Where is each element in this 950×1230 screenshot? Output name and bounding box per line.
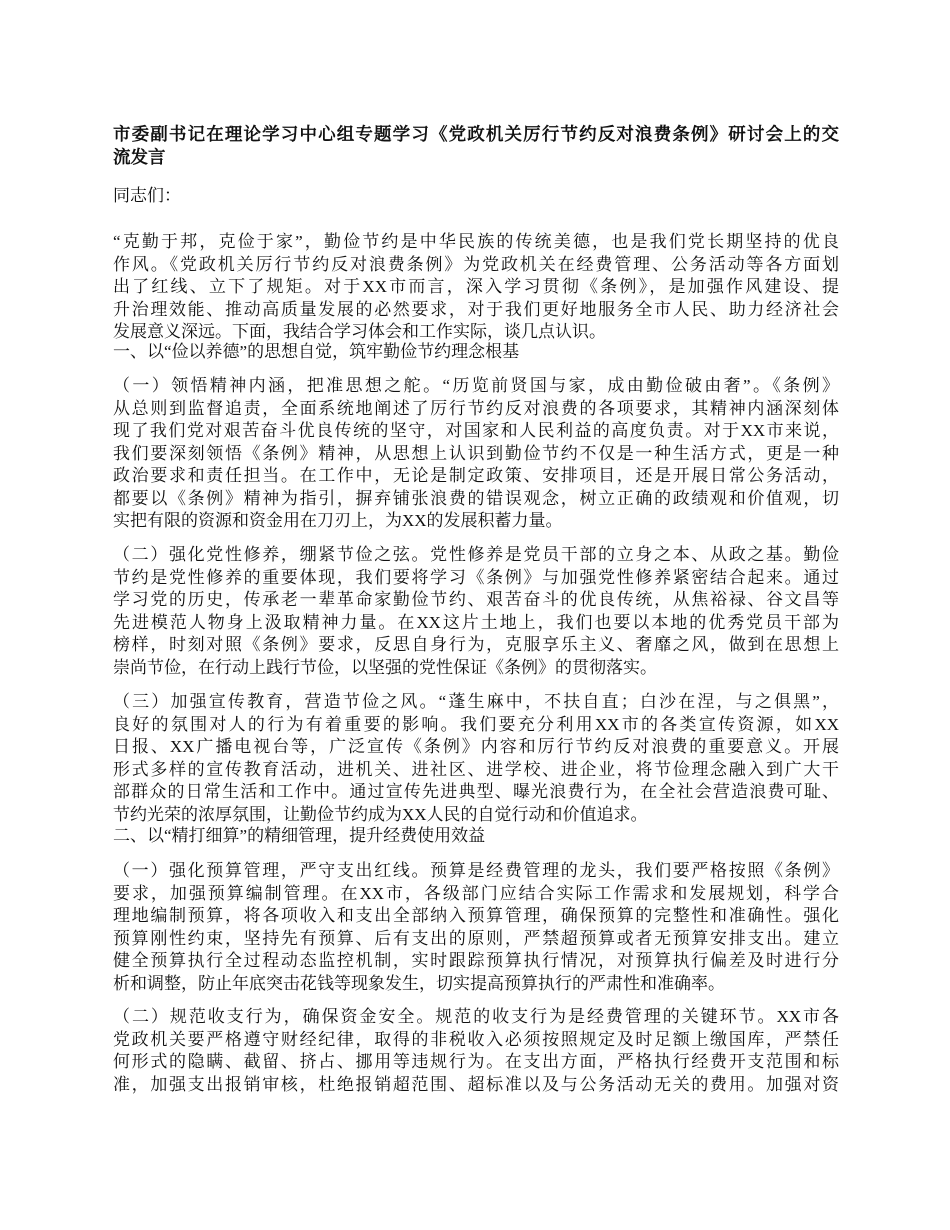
text-line: 节约光荣的浓厚氛围，让勤俭节约成为XX人民的自觉行动和价值追求。 <box>113 804 648 824</box>
text-line: 日报、XX广播电视台等，广泛宣传《条例》内容和厉行节约反对浪费的重要意义。开展 <box>113 737 839 756</box>
document-title <box>113 123 839 169</box>
text-line: 政治要求和责任担当。在工作中，无论是制定政策、安排项目，还是开展日常公务活动， <box>113 466 839 485</box>
text-line: 都要以《条例》精神为指引，摒弃铺张浪费的错误观念，树立正确的政绩观和价值观，切 <box>113 488 839 508</box>
text-line: 健全预算执行全过程动态监控机制，实时跟踪预算执行情况，对预算执行偏差及时进行分 <box>113 951 839 970</box>
text-line: 形式多样的宣传教育活动，进机关、进社区、进学校、进企业，将节俭理念融入到广大干 <box>113 759 839 779</box>
text-line: “克勤于邦，克俭于家”，勤俭节约是中华民族的传统美德，也是我们党长期坚持的优良 <box>113 232 839 251</box>
intro-paragraph <box>113 231 839 344</box>
section1-heading: 一、以“俭以养德”的思想自觉，筑牢勤俭节约理念根基 <box>113 342 520 361</box>
text-line: 升治理效能、推动高质量发展的必然要求，对于我们更好地服务全市人民、助力经济社会 <box>113 299 839 319</box>
text-line: （一）领悟精神内涵，把准思想之舵。“历览前贤国与家，成由勤俭破由奢”。《条例》 <box>113 376 839 395</box>
text-line: 发展意义深远。下面，我结合学习体会和工作实际，谈几点认识。 <box>113 322 606 341</box>
text-line: 我们要深刻领悟《条例》精神，从思想上认识到勤俭节约不仅是一种生活方式，更是一种 <box>113 443 839 463</box>
text-line: 党政机关要严格遵守财经纪律，取得的非税收入必须按照规定及时足额上缴国库，严禁任 <box>113 1029 839 1049</box>
section1-paragraph-1 <box>113 375 839 533</box>
section2-paragraph-2 <box>113 1006 839 1096</box>
text-line: （二）规范收支行为，确保资金安全。规范的收支行为是经费管理的关键环节。XX市各 <box>113 1007 839 1026</box>
text-line: 良好的氛围对人的行为有着重要的影响。我们要充分利用XX市的各类宣传资源，如XX <box>113 714 839 734</box>
text-line: 析和调整，防止年底突击花钱等现象发生，切实提高预算执行的严肃性和准确率。 <box>113 973 725 993</box>
text-line: 崇尚节俭，在行动上践行节俭，以坚强的党性保证《条例》的贯彻落实。 <box>113 657 657 677</box>
text-line: 现了我们党对艰苦奋斗优良传统的坚守，对国家和人民利益的高度负责。对于XX市来说， <box>113 421 839 440</box>
text-line: 部群众的日常生活和工作中。通过宣传先进典型、曝光浪费行为，在全社会营造浪费可耻、 <box>113 782 839 801</box>
section1-paragraph-2 <box>113 544 839 679</box>
section1-paragraph-3 <box>113 691 839 826</box>
text-line: 要求，加强预算编制管理。在XX市，各级部门应结合实际工作需求和发展规划，科学合 <box>113 883 839 903</box>
text-line: 作风。《党政机关厉行节约反对浪费条例》为党政机关在经费管理、公务活动等各方面划 <box>113 254 839 274</box>
text-line: （三）加强宣传教育，营造节俭之风。“蓬生麻中，不扶自直；白沙在涅，与之俱黑”， <box>113 692 839 711</box>
title-line: 流发言 <box>113 147 166 167</box>
text-line: 学习党的历史，传承老一辈革命家勤俭节约、艰苦奋斗的优良传统，从焦裕禄、谷文昌等 <box>113 590 839 609</box>
text-line: 理地编制预算，将各项收入和支出全部纳入预算管理，确保预算的完整性和准确性。强化 <box>113 906 839 925</box>
text-line: 先进模范人物身上汲取精神力量。在XX这片土地上，我们也要以本地的优秀党员干部为 <box>113 612 839 632</box>
text-line: 从总则到监督追责，全面系统地阐述了厉行节约反对浪费的各项要求，其精神内涵深刻体 <box>113 398 839 418</box>
text-line: 实把有限的资源和资金用在刀刃上，为XX的发展积蓄力量。 <box>113 511 563 530</box>
title-line: 市委副书记在理论学习中心组专题学习《党政机关厉行节约反对浪费条例》研讨会上的交 <box>113 124 839 144</box>
salutation: 同志们： <box>113 186 181 205</box>
text-line: 出了红线、立下了规矩。对于XX市而言，深入学习贯彻《条例》，是加强作风建设、提 <box>113 277 839 296</box>
section2-paragraph-1 <box>113 860 839 995</box>
text-line: 榜样，时刻对照《条例》要求，反思自身行为，克服享乐主义、奢靡之风，做到在思想上 <box>113 635 839 654</box>
text-line: 预算刚性约束，坚持先有预算、后有支出的原则，严禁超预算或者无预算安排支出。建立 <box>113 928 839 948</box>
text-line: 准，加强支出报销审核，杜绝报销超范围、超标准以及与公务活动无关的费用。加强对资 <box>113 1074 839 1094</box>
text-line: 何形式的隐瞒、截留、挤占、挪用等违规行为。在支出方面，严格执行经费开支范围和标 <box>113 1052 839 1071</box>
text-line: （一）强化预算管理，严守支出红线。预算是经费管理的龙头，我们要严格按照《条例》 <box>113 861 839 880</box>
section2-heading: 二、以“精打细算”的精细管理，提升经费使用效益 <box>113 826 486 845</box>
text-line: （二）强化党性修养，绷紧节俭之弦。党性修养是党员干部的立身之本、从政之基。勤俭 <box>113 545 839 564</box>
text-line: 节约是党性修养的重要体现，我们要将学习《条例》与加强党性修养紧密结合起来。通过 <box>113 567 839 587</box>
